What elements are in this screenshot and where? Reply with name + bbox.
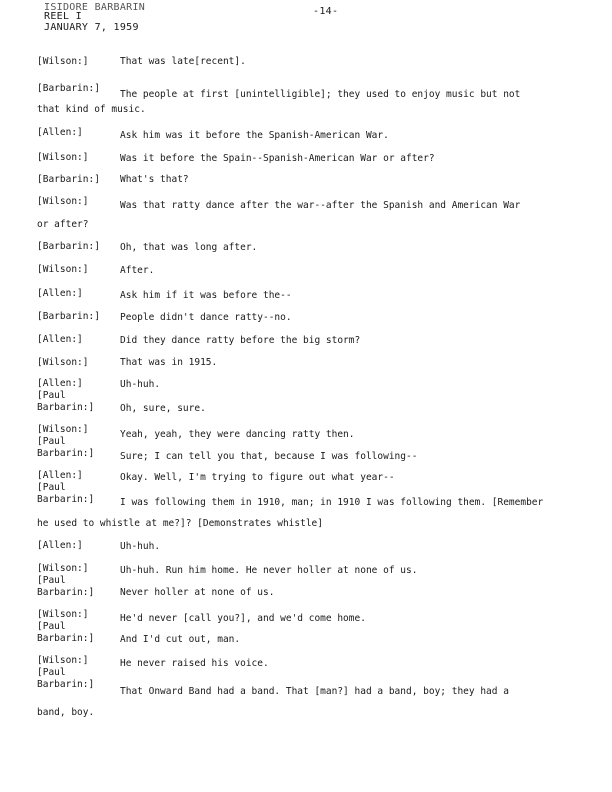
speaker-label: [37, 470, 121, 506]
utterance-text: Ask him if it was before the--: [120, 290, 292, 301]
utterance-text: Uh-huh.: [120, 379, 161, 390]
utterance-text: Uh-huh. Run him home. He never holler at none of us.: [120, 565, 418, 576]
speaker-line: [Allen:]: [37, 288, 83, 299]
speaker-line: Barbarin:]: [37, 633, 95, 644]
speaker-line: Barbarin:]: [37, 448, 95, 459]
utterance-continuation: or after?: [37, 219, 89, 230]
speaker-line: [Wilson:]: [37, 152, 89, 163]
utterance-text: Never holler at none of us.: [120, 587, 275, 598]
utterance-text: Was it before the Spain--Spanish-American War or after?: [120, 153, 435, 164]
speaker-label: [37, 311, 121, 323]
speaker-label: [37, 264, 121, 276]
speaker-line: Barbarin:]: [37, 679, 95, 690]
speaker-line: [Barbarin:]: [37, 174, 100, 185]
speaker-label: [37, 127, 121, 139]
speaker-line: [Wilson:]: [37, 196, 89, 207]
speaker-label: [37, 655, 121, 691]
utterance-text: That was in 1915.: [120, 357, 218, 368]
speaker-label: [37, 378, 121, 414]
speaker-label: [37, 196, 121, 208]
utterance-text: People didn't dance ratty--no.: [120, 312, 292, 323]
speaker-label: [37, 56, 121, 68]
speaker-line: [Allen:]: [37, 127, 83, 138]
speaker-line: [Barbarin:]: [37, 311, 100, 322]
speaker-label: [37, 609, 121, 645]
utterance-text: Oh, that was long after.: [120, 242, 258, 253]
speaker-label: [37, 83, 121, 95]
utterance-text: I was following them in 1910, man; in 1910 I was following them. [Remember: [120, 497, 544, 508]
speaker-line: [Wilson:]: [37, 56, 89, 67]
utterance-text: That Onward Band had a band. That [man?] had a band, boy; they had a: [120, 686, 509, 697]
speaker-label: [37, 334, 121, 346]
utterance-text: Was that ratty dance after the war--after the Spanish and American War: [120, 200, 521, 211]
utterance-continuation: that kind of music.: [37, 104, 146, 115]
speaker-line: [Allen:]: [37, 334, 83, 345]
speaker-label: [37, 241, 121, 253]
speaker-label: [37, 540, 121, 552]
utterance-text: Okay. Well, I'm trying to figure out what year--: [120, 472, 395, 483]
speaker-line: [Paul: [37, 390, 66, 401]
utterance-text: The people at first [unintelligible]; they used to enjoy music but not: [120, 89, 521, 100]
utterance-text: Oh, sure, sure.: [120, 403, 206, 414]
speaker-line: [Wilson:]: [37, 655, 89, 666]
utterance-text: Did they dance ratty before the big storm?: [120, 335, 361, 346]
speaker-label: [37, 288, 121, 300]
speaker-line: [Barbarin:]: [37, 241, 100, 252]
utterance-text: He never raised his voice.: [120, 658, 269, 669]
utterance-text: After.: [120, 265, 155, 276]
page-number: -14-: [313, 6, 339, 17]
speaker-line: [Allen:]: [37, 378, 83, 389]
speaker-line: [Wilson:]: [37, 563, 89, 574]
speaker-line: [Allen:]: [37, 470, 83, 481]
speaker-line: Barbarin:]: [37, 402, 95, 413]
speaker-line: [Wilson:]: [37, 609, 89, 620]
speaker-line: [Wilson:]: [37, 357, 89, 368]
speaker-line: [Paul: [37, 436, 66, 447]
speaker-line: [Wilson:]: [37, 424, 89, 435]
speaker-line: [Barbarin:]: [37, 83, 100, 94]
speaker-label: [37, 424, 121, 460]
utterance-text: Uh-huh.: [120, 541, 161, 552]
utterance-text: What's that?: [120, 174, 189, 185]
speaker-label: [37, 152, 121, 164]
utterance-continuation: band, boy.: [37, 707, 95, 718]
speaker-line: [Paul: [37, 621, 66, 632]
utterance-continuation: he used to whistle at me?]? [Demonstrates whistle]: [37, 518, 323, 529]
speaker-line: [Allen:]: [37, 540, 83, 551]
speaker-line: Barbarin:]: [37, 587, 95, 598]
utterance-text: Yeah, yeah, they were dancing ratty then.: [120, 429, 355, 440]
utterance-text: Ask him was it before the Spanish-American War.: [120, 130, 389, 141]
utterance-text: That was late[recent].: [120, 56, 246, 67]
speaker-line: [Wilson:]: [37, 264, 89, 275]
speaker-line: [Paul: [37, 667, 66, 678]
speaker-line: [Paul: [37, 575, 66, 586]
speaker-label: [37, 563, 121, 599]
utterance-text: He'd never [call you?], and we'd come home.: [120, 613, 366, 624]
speaker-line: Barbarin:]: [37, 494, 95, 505]
utterance-text: And I'd cut out, man.: [120, 634, 241, 645]
header-interviewee-name: ISIDORE BARBARIN: [44, 2, 146, 13]
utterance-text: Sure; I can tell you that, because I was following--: [120, 451, 418, 462]
header-reel: REEL I: [44, 11, 82, 22]
speaker-label: [37, 357, 121, 369]
speaker-line: [Paul: [37, 482, 66, 493]
header-date: JANUARY 7, 1959: [44, 22, 139, 33]
speaker-label: [37, 174, 121, 186]
